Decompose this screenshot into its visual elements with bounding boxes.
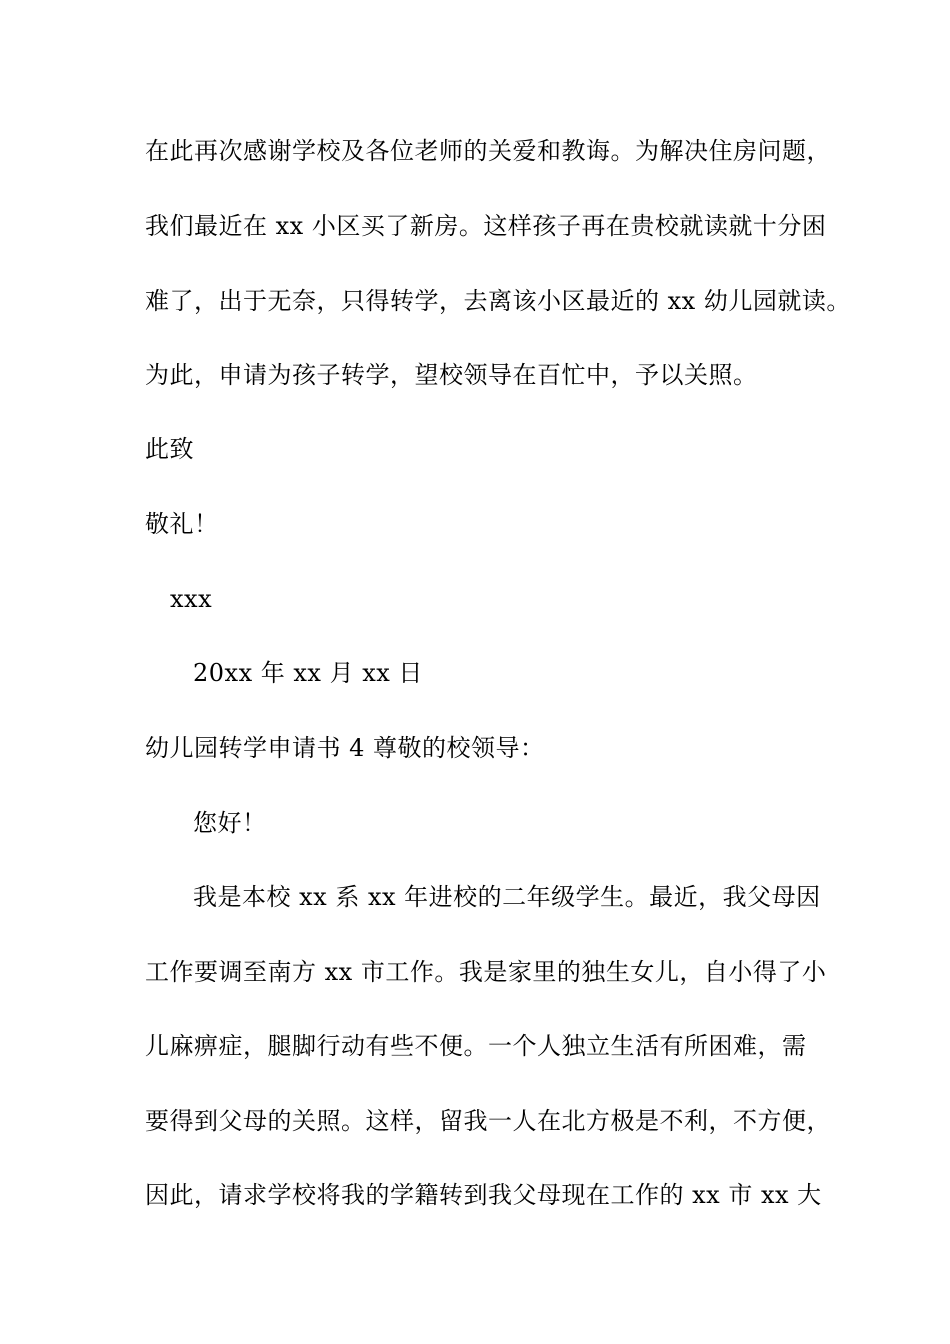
signature-date: 20xx 年 xx 月 xx 日: [193, 659, 423, 687]
section-heading: 幼儿园转学申请书 4 尊敬的校领导：: [145, 734, 545, 762]
paragraph-line: 为此，申请为孩子转学，望校领导在百忙中，予以关照。: [145, 361, 758, 389]
greeting: 您好！: [193, 809, 267, 837]
paragraph-line: 我们最近在 xx 小区买了新房。这样孩子再在贵校就读就十分困: [145, 212, 827, 240]
closing-regards: 敬礼！: [145, 510, 219, 538]
closing-salutation: 此致: [145, 435, 194, 463]
paragraph-line: 儿麻痹症，腿脚行动有些不便。一个人独立生活有所困难，需: [145, 1032, 807, 1060]
paragraph-line: 难了，出于无奈，只得转学，去离该小区最近的 xx 幼儿园就读。: [145, 287, 851, 315]
signature-name: xxx: [170, 585, 213, 613]
paragraph-line: 我是本校 xx 系 xx 年进校的二年级学生。最近，我父母因: [193, 883, 821, 911]
paragraph-line: 工作要调至南方 xx 市工作。我是家里的独生女儿，自小得了小: [145, 958, 827, 986]
paragraph-line: 因此，请求学校将我的学籍转到我父母现在工作的 xx 市 xx 大: [145, 1181, 822, 1209]
paragraph-line: 在此再次感谢学校及各位老师的关爱和教诲。为解决住房问题，: [145, 137, 831, 165]
paragraph-line: 要得到父母的关照。这样，留我一人在北方极是不利，不方便，: [145, 1107, 831, 1135]
